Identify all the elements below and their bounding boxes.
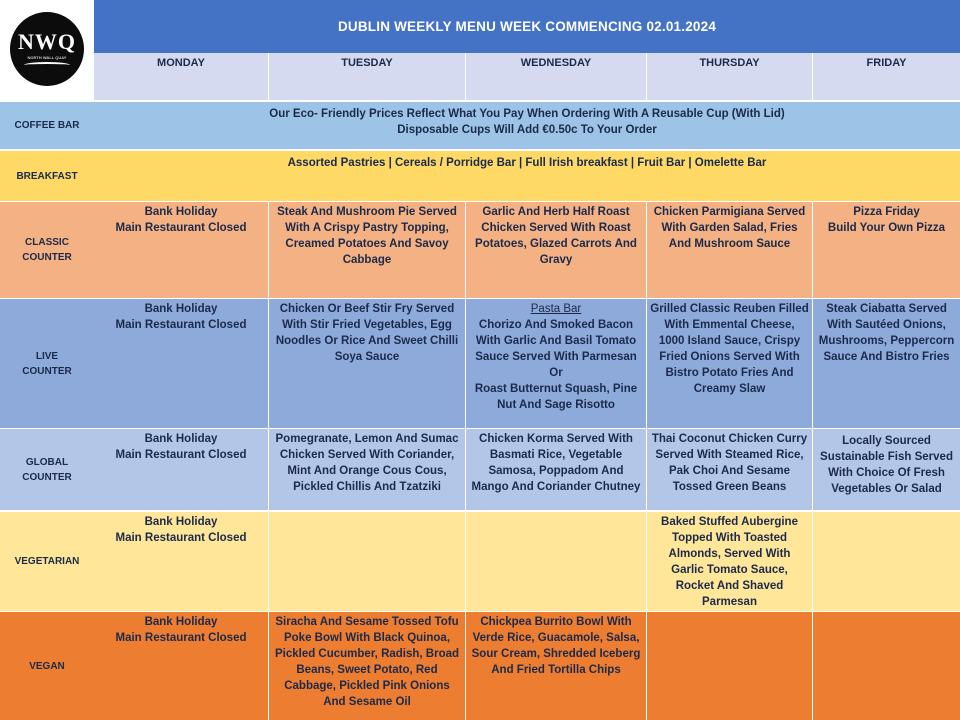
logo-sub: NORTH WALL QUAY bbox=[27, 54, 67, 60]
logo-panel bbox=[0, 0, 94, 100]
logo bbox=[10, 12, 84, 86]
title-bar bbox=[94, 0, 960, 53]
breakfast-items: Assorted Pastries | Cereals / Porridge Bar | Full Irish breakfast | Fruit Bar | Omelette Bar bbox=[94, 149, 960, 201]
logo-swoosh bbox=[24, 62, 70, 68]
vegetarian-friday bbox=[812, 510, 960, 611]
live-friday: Steak Ciabatta Served With Sautéed Onions, Mushrooms, Peppercorn Sauce And Bistro Fries bbox=[812, 298, 960, 428]
logo-main: NWQ bbox=[18, 28, 76, 54]
day-header-wednesday: WEDNESDAY bbox=[465, 53, 646, 100]
live-tuesday: Chicken Or Beef Stir Fry Served With Stir Fried Vegetables, Egg Noodles Or Rice And Sweet Chilli Soya Sauce bbox=[268, 298, 465, 428]
row-label-vegan: VEGAN bbox=[0, 611, 94, 720]
vegan-friday bbox=[812, 611, 960, 720]
day-header-monday: MONDAY bbox=[94, 53, 268, 100]
global-friday: Locally Sourced Sustainable Fish Served With Choice Of Fresh Vegetables Or Salad bbox=[812, 428, 960, 510]
global-tuesday: Pomegranate, Lemon And Sumac Chicken Served With Coriander, Mint And Orange Cous Cous, Pickled Chillis And Tzatziki bbox=[268, 428, 465, 510]
coffee-bar-notice: Our Eco- Friendly Prices Reflect What You Pay When Ordering With A Reusable Cup (With Lid) Disposable Cups Will Add €0.50c To Your Order bbox=[94, 100, 960, 149]
live-wednesday bbox=[465, 298, 646, 428]
row-label-vegetarian: VEGETARIAN bbox=[0, 510, 94, 611]
global-wednesday: Chicken Korma Served With Basmati Rice, Vegetable Samosa, Poppadom And Mango And Coriander Chutney bbox=[465, 428, 646, 510]
classic-wednesday: Garlic And Herb Half Roast Chicken Served With Roast Potatoes, Glazed Carrots And Gravy bbox=[465, 201, 646, 298]
classic-thursday: Chicken Parmigiana Served With Garden Salad, Fries And Mushroom Sauce bbox=[646, 201, 812, 298]
classic-friday: Pizza Friday Build Your Own Pizza bbox=[812, 201, 960, 298]
global-monday: Bank Holiday Main Restaurant Closed bbox=[94, 428, 268, 510]
row-label-breakfast: BREAKFAST bbox=[0, 149, 94, 201]
day-header-thursday: THURSDAY bbox=[646, 53, 812, 100]
row-label-classic-counter: CLASSIC COUNTER bbox=[0, 201, 94, 298]
vegetarian-thursday: Baked Stuffed Aubergine Topped With Toasted Almonds, Served With Garlic Tomato Sauce, Rocket And Shaved Parmesan bbox=[646, 510, 812, 611]
vegan-wednesday: Chickpea Burrito Bowl With Verde Rice, Guacamole, Salsa, Sour Cream, Shredded Iceberg And Fried Tortilla Chips bbox=[465, 611, 646, 720]
vegan-tuesday: Siracha And Sesame Tossed Tofu Poke Bowl With Black Quinoa, Pickled Cucumber, Radish, Broad Beans, Sweet Potato, Red Cabbage, Pickled Pink Onions And Sesame Oil bbox=[268, 611, 465, 720]
global-thursday: Thai Coconut Chicken Curry Served With Steamed Rice, Pak Choi And Sesame Tossed Green Beans bbox=[646, 428, 812, 510]
row-label-global-counter: GLOBAL COUNTER bbox=[0, 428, 94, 510]
vegetarian-tuesday bbox=[268, 510, 465, 611]
classic-monday: Bank Holiday Main Restaurant Closed bbox=[94, 201, 268, 298]
day-header-tuesday: TUESDAY bbox=[268, 53, 465, 100]
day-header-friday: FRIDAY bbox=[812, 53, 960, 100]
pasta-bar-heading: Pasta Bar bbox=[530, 303, 582, 315]
vegan-monday: Bank Holiday Main Restaurant Closed bbox=[94, 611, 268, 720]
row-label-live-counter: LIVE COUNTER bbox=[0, 298, 94, 428]
classic-tuesday: Steak And Mushroom Pie Served With A Crispy Pastry Topping, Creamed Potatoes And Savoy Cabbage bbox=[268, 201, 465, 298]
row-label-coffee-bar: COFFEE BAR bbox=[0, 100, 94, 149]
vegetarian-wednesday bbox=[465, 510, 646, 611]
live-thursday: Grilled Classic Reuben Filled With Emmental Cheese, 1000 Island Sauce, Crispy Fried Onions Served With Bistro Potato Fries And Creamy Slaw bbox=[646, 298, 812, 428]
live-monday: Bank Holiday Main Restaurant Closed bbox=[94, 298, 268, 428]
pasta-bar-options: Chorizo And Smoked Bacon With Garlic And Basil Tomato Sauce Served With Parmesan Or Roast Butternut Squash, Pine Nut And Sage Risotto bbox=[474, 319, 638, 411]
vegan-thursday bbox=[646, 611, 812, 720]
vegetarian-monday: Bank Holiday Main Restaurant Closed bbox=[94, 510, 268, 611]
page-title: DUBLIN WEEKLY MENU WEEK COMMENCING 02.01.2024 bbox=[337, 19, 717, 34]
